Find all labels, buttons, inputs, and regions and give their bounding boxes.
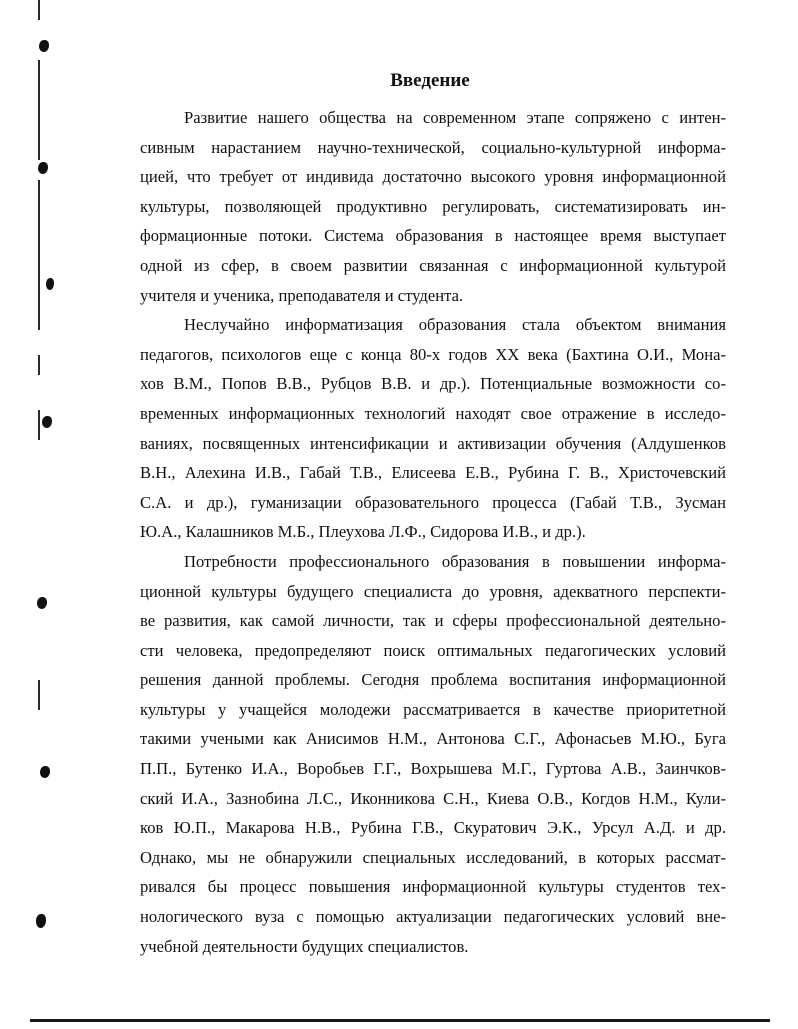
- scan-margin-line: [38, 410, 40, 440]
- scan-margin-line: [38, 355, 40, 375]
- text-line: С.А. и др.), гуманизации образовательного процесса (Габай Т.В., Зусман: [140, 492, 726, 512]
- scan-margin-line: [38, 0, 40, 20]
- scan-margin-line: [38, 680, 40, 710]
- text-line: нологического вуза с помощью актуализации педагогических условий вне-: [140, 907, 726, 927]
- text-line: формационные потоки. Система образования в настоящее время выступает: [140, 226, 726, 246]
- document-body: [140, 103, 726, 961]
- text-line: культуры у учащейся молодежи рассматривается в качестве приоритетной: [140, 699, 726, 719]
- text-line: учителя и ученика, преподавателя и студента.: [140, 285, 464, 305]
- text-line: культуры, позволяющей продуктивно регулировать, систематизировать ин-: [140, 196, 726, 216]
- text-line: одной из сфер, в своем развитии связанная с информационной культурой: [140, 255, 726, 275]
- text-line: ский И.А., Зазнобина Л.С., Иконникова С.Н., Киева О.В., Когдов Н.М., Кули-: [140, 788, 726, 808]
- scan-blot: [38, 162, 48, 174]
- text-line: ве развития, как самой личности, так и сферы профессиональной деятельно-: [140, 611, 726, 631]
- text-line: хов В.М., Попов В.В., Рубцов В.В. и др.). Потенциальные возможности со-: [140, 374, 726, 394]
- text-line: решения данной проблемы. Сегодня проблема воспитания информационной: [140, 670, 726, 690]
- scan-blot: [40, 766, 50, 778]
- text-line: В.Н., Алехина И.В., Габай Т.В., Елисеева Е.В., Рубина Г. В., Христочевский: [140, 463, 726, 483]
- text-line: Однако, мы не обнаружили специальных исследований, в которых рассмат-: [140, 847, 726, 867]
- text-line: Потребности профессионального образования в повышении информа-: [184, 551, 726, 571]
- text-line: сти человека, предопределяют поиск оптимальных педагогических условий: [140, 640, 726, 660]
- text-line: учебной деятельности будущих специалистов.: [140, 936, 469, 956]
- scan-blot: [39, 40, 49, 52]
- paragraph: [140, 310, 726, 547]
- scan-blot: [46, 278, 54, 290]
- scan-blot: [37, 597, 47, 609]
- text-line: Ю.А., Калашников М.Б., Плеухова Л.Ф., Сидорова И.В., и др.).: [140, 522, 586, 542]
- text-line: ционной культуры будущего специалиста до уровня, адекватного перспекти-: [140, 581, 726, 601]
- text-line: такими учеными как Анисимов Н.М., Антонова С.Г., Афонасьев М.Ю., Буга: [140, 729, 726, 749]
- text-line: Развитие нашего общества на современном этапе сопряжено с интен-: [184, 108, 726, 127]
- text-line: ков Ю.П., Макарова Н.В., Рубина Г.В., Скуратович Э.К., Урсул А.Д. и др.: [140, 818, 726, 838]
- text-line: ривался бы процесс повышения информационной культуры студентов тех-: [140, 877, 726, 897]
- paragraph: [140, 103, 726, 310]
- scan-blot: [42, 416, 52, 428]
- scan-blot: [36, 914, 46, 928]
- text-line: Неслучайно информатизация образования стала объектом внимания: [184, 315, 726, 335]
- text-line: ваниях, посвященных интенсификации и активизации обучения (Алдушенков: [140, 433, 726, 453]
- text-line: временных информационных технологий находят свое отражение в исследо-: [140, 403, 726, 423]
- text-line: педагогов, психологов еще с конца 80-х годов XX века (Бахтина О.И., Мона-: [140, 344, 726, 364]
- text-line: цией, что требует от индивида достаточно высокого уровня информационной: [140, 167, 726, 187]
- text-line: П.П., Бутенко И.А., Воробьев Г.Г., Вохрышева М.Г., Гуртова А.В., Заинчков-: [140, 759, 726, 779]
- paragraph: [140, 547, 726, 961]
- scan-bottom-rule: [30, 1019, 770, 1022]
- scan-margin-line: [38, 180, 40, 330]
- text-line: сивным нарастанием научно-технической, социально-культурной информа-: [140, 137, 726, 157]
- document-title: Введение: [390, 70, 470, 91]
